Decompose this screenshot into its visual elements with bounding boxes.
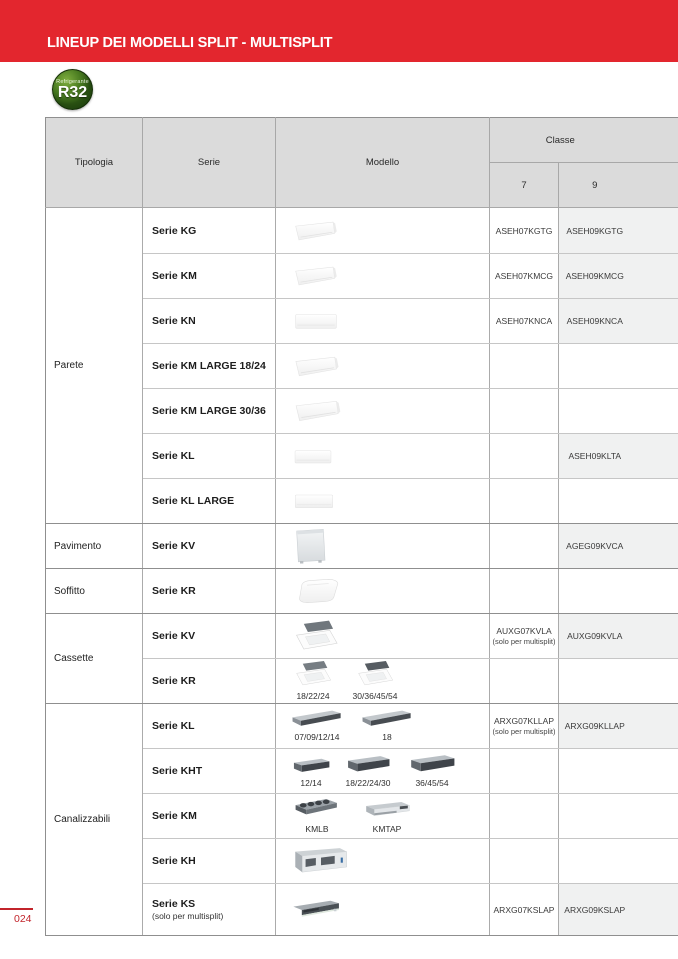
classe-9-cell xyxy=(559,479,678,524)
serie-cell: Serie KR xyxy=(143,659,276,704)
model-lineup-table xyxy=(45,117,678,936)
classe-7-cell: ASEH07KGTG xyxy=(490,208,559,254)
classe-7-cell xyxy=(490,569,559,614)
classe-9-cell xyxy=(559,344,678,389)
duct-unit-image xyxy=(360,798,414,822)
classe-9-cell xyxy=(559,659,678,704)
page-title: LINEUP DEI MODELLI SPLIT - MULTISPLIT xyxy=(47,35,333,51)
model-size-caption: 07/09/12/14 xyxy=(294,732,340,742)
classe-7-cell xyxy=(490,389,559,434)
tipologia-cell: Canalizzabili xyxy=(46,704,143,936)
page-header-banner xyxy=(0,0,678,62)
classe-9-cell xyxy=(559,569,678,614)
classe-7-cell xyxy=(490,344,559,389)
floor-unit-image xyxy=(290,526,330,566)
table-row xyxy=(46,524,678,569)
classe-9-cell: ARXG09KLLAP xyxy=(559,704,678,749)
classe-7-cell: ASEH07KMCG xyxy=(490,254,559,299)
serie-cell: Serie KV xyxy=(143,524,276,569)
modello-cell xyxy=(276,704,490,749)
wall-unit-image xyxy=(290,218,342,244)
table-row xyxy=(46,208,678,254)
modello-cell xyxy=(276,614,490,659)
duct-unit-image xyxy=(343,753,393,776)
classe-7-cell: ARXG07KLLAP (solo per multisplit) xyxy=(490,704,559,749)
duct-unit-image xyxy=(290,898,344,922)
modello-cell xyxy=(276,299,490,344)
modello-cell xyxy=(276,794,490,839)
modello-cell xyxy=(276,884,490,936)
col-header-classe: Classe xyxy=(490,118,678,163)
serie-cell: Serie KV xyxy=(143,614,276,659)
col-header-class-9: 9 xyxy=(559,163,678,208)
cassette-unit-image xyxy=(290,659,336,689)
classe-7-cell xyxy=(490,794,559,839)
wall-unit-image xyxy=(290,263,342,289)
wall-unit-image xyxy=(290,445,336,468)
modello-cell xyxy=(276,254,490,299)
model-size-caption: 12/14 xyxy=(300,778,322,788)
serie-cell: Serie KH xyxy=(143,839,276,884)
tipologia-cell: Cassette xyxy=(46,614,143,704)
footer-rule xyxy=(0,908,33,910)
classe-9-cell: ASEH09KNCA xyxy=(559,299,678,344)
classe-7-cell xyxy=(490,659,559,704)
model-size-caption: 36/45/54 xyxy=(415,778,449,788)
duct-unit-image xyxy=(290,796,344,822)
modello-cell xyxy=(276,749,490,794)
classe-7-cell: ARXG07KSLAP xyxy=(490,884,559,936)
classe-7-cell xyxy=(490,524,559,569)
modello-cell xyxy=(276,659,490,704)
serie-cell: Serie KHT xyxy=(143,749,276,794)
modello-cell xyxy=(276,524,490,569)
classe-9-cell: ARXG09KSLAP xyxy=(559,884,678,936)
table-row xyxy=(46,614,678,659)
modello-cell xyxy=(276,344,490,389)
classe-9-cell xyxy=(559,749,678,794)
classe-7-cell: ASEH07KNCA xyxy=(490,299,559,344)
duct-unit-image xyxy=(360,708,414,730)
large-duct-unit-image xyxy=(290,843,352,879)
modello-cell xyxy=(276,839,490,884)
serie-cell: Serie KM LARGE 18/24 xyxy=(143,344,276,389)
badge-main-text: R32 xyxy=(57,83,88,101)
modello-cell xyxy=(276,569,490,614)
modello-cell xyxy=(276,479,490,524)
modello-cell xyxy=(276,434,490,479)
page-number: 024 xyxy=(14,913,32,925)
classe-7-cell xyxy=(490,749,559,794)
table-row xyxy=(46,569,678,614)
classe-9-cell: ASEH09KMCG xyxy=(559,254,678,299)
serie-cell: Serie KM xyxy=(143,254,276,299)
cassette-unit-image xyxy=(352,659,398,689)
model-size-caption: KMLB xyxy=(305,824,329,834)
wall-unit-image xyxy=(290,489,338,513)
classe-9-cell xyxy=(559,839,678,884)
serie-cell: Serie KL xyxy=(143,704,276,749)
serie-cell: Serie KG xyxy=(143,208,276,254)
serie-cell: Serie KM xyxy=(143,794,276,839)
wall-unit-image xyxy=(290,353,344,380)
wall-unit-image xyxy=(290,308,342,334)
col-header-tipologia: Tipologia xyxy=(46,118,143,208)
model-size-caption: KMTAP xyxy=(372,824,402,834)
modello-cell xyxy=(276,389,490,434)
serie-cell: Serie KL xyxy=(143,434,276,479)
classe-7-cell xyxy=(490,839,559,884)
classe-7-cell xyxy=(490,479,559,524)
col-header-modello: Modello xyxy=(276,118,490,208)
classe-9-cell: ASEH09KGTG xyxy=(559,208,678,254)
classe-9-cell: AUXG09KVLA xyxy=(559,614,678,659)
ceiling-unit-image xyxy=(290,576,344,606)
wall-unit-image xyxy=(290,397,346,425)
model-size-caption: 18/22/24 xyxy=(296,691,330,701)
classe-9-cell xyxy=(559,389,678,434)
modello-cell xyxy=(276,208,490,254)
badge-subtext: Refrigerante xyxy=(56,78,89,85)
cassette-unit-image xyxy=(290,618,342,654)
col-header-serie: Serie xyxy=(143,118,276,208)
model-size-caption: 30/36/45/54 xyxy=(352,691,398,701)
model-size-caption: 18 xyxy=(382,732,392,742)
duct-unit-image xyxy=(404,752,460,776)
classe-7-cell: AUXG07KVLA (solo per multisplit) xyxy=(490,614,559,659)
serie-cell: Serie KR xyxy=(143,569,276,614)
classe-9-cell: AGEG09KVCA xyxy=(559,524,678,569)
serie-cell: Serie KN xyxy=(143,299,276,344)
tipologia-cell: Parete xyxy=(46,208,143,524)
model-size-caption: 18/22/24/30 xyxy=(345,778,391,788)
classe-9-cell: ASEH09KLTA xyxy=(559,434,678,479)
r32-refrigerant-badge-icon xyxy=(52,69,93,110)
serie-cell: Serie KL LARGE xyxy=(143,479,276,524)
serie-cell: Serie KS (solo per multisplit) xyxy=(143,884,276,936)
serie-cell: Serie KM LARGE 30/36 xyxy=(143,389,276,434)
duct-unit-image xyxy=(290,708,344,730)
col-header-class-7: 7 xyxy=(490,163,559,208)
classe-7-cell xyxy=(490,434,559,479)
classe-9-cell xyxy=(559,794,678,839)
tipologia-cell: Pavimento xyxy=(46,524,143,569)
duct-unit-image xyxy=(290,756,332,776)
tipologia-cell: Soffitto xyxy=(46,569,143,614)
table-row xyxy=(46,704,678,749)
